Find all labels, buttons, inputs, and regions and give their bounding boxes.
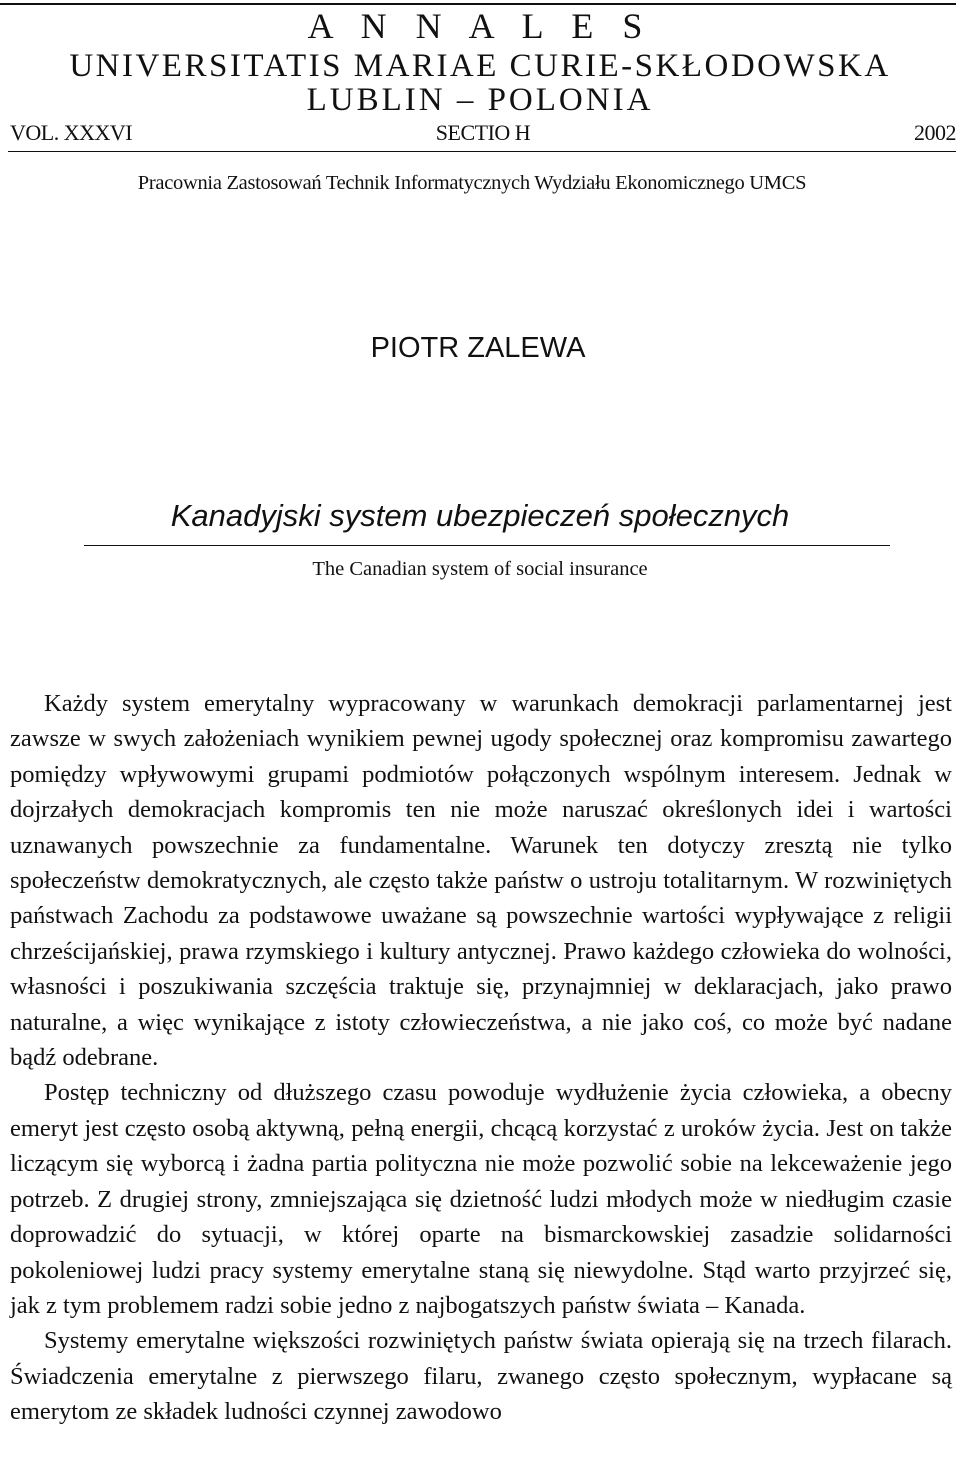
journal-title-line-2: UNIVERSITATIS MARIAE CURIE-SKŁODOWSKA: [69, 48, 891, 84]
article-title-polish: Kanadyjski system ubezpieczeń społecznych: [170, 498, 790, 533]
body-paragraph-1: Każdy system emerytalny wypracowany w warunkach demokracji parlamentarnej jest zawsze w swych założeniach wynikiem pewnej ugody społecznej oraz kompromisu zawartego pomiędzy wpływowymi grupami podmiotów połączonych wspólnym interesem. Jednak w dojrzałych demokracjach kompromis ten nie może naruszać określonych idei i wartości uznawanych powszechnie za fundamentalne. Warunek ten dotyczy zresztą nie tylko społeczeństw demokratycznych, ale często także państw o ustroju totalitarnym. W rozwiniętych państwach Zachodu za podstawowe uważane są powszechnie wartości wypływające z religii chrześcijańskiej, prawa rzymskiego i kultury antycznej. Prawo każdego człowieka do wolności, własności i poszukiwania szczęścia traktuje się, przynajmniej w deklaracjach, jako prawo naturalne, a więc wynikające z istoty człowieczeństwa, a nie jako coś, co może być nadane bądź odebrane.: [10, 690, 952, 1072]
journal-title-line-1: A N N A L E S: [307, 6, 653, 46]
article-title-english: The Canadian system of social insurance: [312, 558, 648, 580]
volume-rule: [8, 151, 956, 152]
author-name: PIOTR ZALEWA: [370, 332, 586, 364]
top-rule: [0, 3, 956, 5]
journal-title-line-3: LUBLIN – POLONIA: [306, 82, 654, 118]
article-body: [10, 686, 952, 1430]
institution-affiliation: Pracownia Zastosowań Technik Informatycznych Wydziału Ekonomicznego UMCS: [137, 172, 807, 194]
body-paragraph-2: Postęp techniczny od dłuższego czasu powoduje wydłużenie życia człowieka, a obecny emeryt jest często osobą aktywną, pełną energii, chcącą korzystać z uroków życia. Jest on także liczącym się wyborcą i żadna partia polityczna nie może pozwolić sobie na lekceważenie jego potrzeb. Z drugiej strony, zmniejszająca się dzietność ludzi młodych może w niedługim czasie doprowadzić do sytuacji, w której oparte na bismarckowskiej zasadzie solidarności pokoleniowej ludzi pracy systemy emerytalne staną się niewydolne. Stąd warto przyjrzeć się, jak z tym problemem radzi sobie jedno z najbogatszych państw świata – Kanada.: [10, 1079, 952, 1319]
section-label: SECTIO H: [435, 120, 531, 145]
publication-year: 2002: [914, 120, 956, 145]
volume-number: VOL. XXXVI: [10, 120, 133, 145]
volume-row: [10, 120, 956, 150]
body-paragraph-3: Systemy emerytalne większości rozwiniętych państw świata opierają się na trzech filarach. Świadczenia emerytalne z pierwszego filaru, zwanego często społecznym, wypłacane są emerytom ze składek ludności czynnej zawodowo: [10, 1327, 952, 1426]
title-rule: [84, 545, 890, 546]
